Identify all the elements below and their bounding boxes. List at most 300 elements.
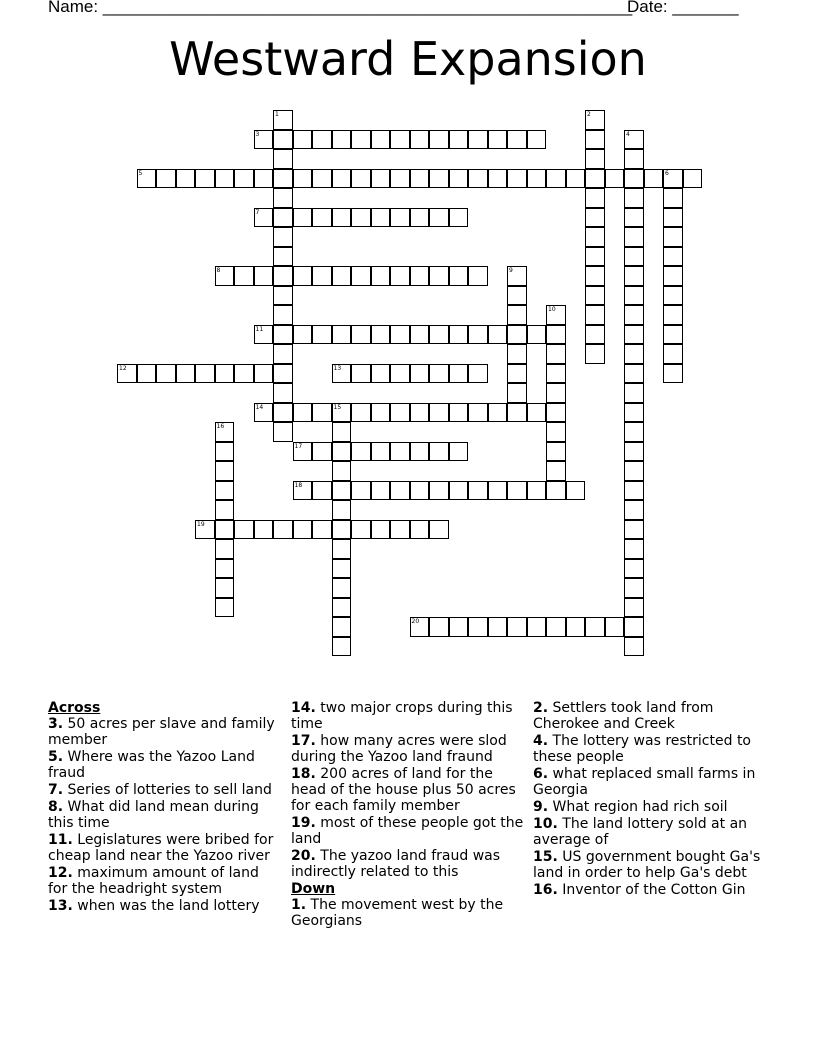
grid-cell[interactable] bbox=[507, 344, 527, 364]
grid-cell[interactable] bbox=[624, 305, 644, 325]
grid-cell[interactable] bbox=[293, 520, 313, 540]
grid-cell[interactable] bbox=[663, 208, 683, 228]
grid-cell[interactable] bbox=[273, 344, 293, 364]
clue-number: 6 bbox=[665, 169, 669, 177]
grid-cell[interactable] bbox=[254, 130, 274, 150]
clue-item-text: 50 acres per slave and family member bbox=[48, 716, 275, 748]
grid-cell[interactable] bbox=[410, 266, 430, 286]
grid-cell[interactable] bbox=[234, 169, 254, 189]
grid-cell[interactable] bbox=[332, 637, 352, 657]
grid-cell[interactable] bbox=[410, 617, 430, 637]
grid-cell[interactable] bbox=[371, 481, 391, 501]
grid-cell[interactable] bbox=[332, 325, 352, 345]
grid-cell[interactable] bbox=[215, 442, 235, 462]
grid-cell[interactable] bbox=[137, 169, 157, 189]
header bbox=[48, 0, 768, 17]
grid-cell[interactable] bbox=[468, 169, 488, 189]
grid-cell[interactable] bbox=[293, 266, 313, 286]
grid-cell[interactable] bbox=[390, 169, 410, 189]
grid-cell[interactable] bbox=[429, 481, 449, 501]
grid-cell[interactable] bbox=[624, 500, 644, 520]
grid-cell[interactable] bbox=[312, 325, 332, 345]
grid-cell[interactable] bbox=[546, 305, 566, 325]
grid-cell[interactable] bbox=[585, 149, 605, 169]
grid-cell[interactable] bbox=[663, 266, 683, 286]
grid-cell[interactable] bbox=[624, 403, 644, 423]
grid-cell[interactable] bbox=[624, 286, 644, 306]
clue-number: 18 bbox=[294, 481, 303, 489]
grid-cell[interactable] bbox=[312, 442, 332, 462]
grid-cell[interactable] bbox=[371, 325, 391, 345]
grid-cell[interactable] bbox=[215, 520, 235, 540]
grid-cell[interactable] bbox=[488, 481, 508, 501]
grid-cell[interactable] bbox=[566, 169, 586, 189]
grid-cell[interactable] bbox=[429, 403, 449, 423]
grid-cell[interactable] bbox=[585, 286, 605, 306]
grid-cell[interactable] bbox=[293, 208, 313, 228]
clue-number: 4 bbox=[626, 130, 630, 138]
grid-cell[interactable] bbox=[332, 520, 352, 540]
grid-cell[interactable] bbox=[624, 617, 644, 637]
grid-cell[interactable] bbox=[351, 442, 371, 462]
grid-cell[interactable] bbox=[410, 520, 430, 540]
grid-cell[interactable] bbox=[195, 520, 215, 540]
grid-cell[interactable] bbox=[546, 403, 566, 423]
grid-cell[interactable] bbox=[488, 130, 508, 150]
grid-cell[interactable] bbox=[546, 481, 566, 501]
clue-number: 14 bbox=[255, 403, 264, 411]
grid-cell[interactable] bbox=[234, 520, 254, 540]
grid-cell[interactable] bbox=[663, 169, 683, 189]
grid-cell[interactable] bbox=[488, 617, 508, 637]
grid-cell[interactable] bbox=[215, 461, 235, 481]
clue-number: 7 bbox=[255, 208, 260, 216]
grid-cell[interactable] bbox=[410, 364, 430, 384]
grid-cell[interactable] bbox=[449, 169, 469, 189]
grid-cell[interactable] bbox=[254, 520, 274, 540]
grid-cell[interactable] bbox=[546, 325, 566, 345]
grid-cell[interactable] bbox=[332, 578, 352, 598]
grid-cell[interactable] bbox=[663, 325, 683, 345]
grid-cell[interactable] bbox=[624, 598, 644, 618]
grid-cell[interactable] bbox=[468, 130, 488, 150]
grid-cell[interactable] bbox=[390, 442, 410, 462]
grid-cell[interactable] bbox=[410, 442, 430, 462]
grid-cell[interactable] bbox=[312, 208, 332, 228]
grid-cell[interactable] bbox=[351, 208, 371, 228]
grid-cell[interactable] bbox=[644, 169, 664, 189]
grid-cell[interactable] bbox=[215, 578, 235, 598]
grid-cell[interactable] bbox=[410, 403, 430, 423]
grid-cell[interactable] bbox=[273, 286, 293, 306]
grid-cell[interactable] bbox=[585, 208, 605, 228]
grid-cell[interactable] bbox=[527, 169, 547, 189]
grid-cell[interactable] bbox=[585, 130, 605, 150]
grid-cell[interactable] bbox=[351, 520, 371, 540]
grid-cell[interactable] bbox=[273, 149, 293, 169]
clue-item-text: What did land mean during this time bbox=[48, 799, 259, 831]
grid-cell[interactable] bbox=[254, 364, 274, 384]
grid-cell[interactable] bbox=[371, 266, 391, 286]
grid-cell[interactable] bbox=[332, 617, 352, 637]
grid-cell[interactable] bbox=[468, 364, 488, 384]
clue-item-text: The land lottery sold at an average of bbox=[533, 816, 748, 848]
grid-cell[interactable] bbox=[449, 442, 469, 462]
clue-item-text: Legislatures were bribed for cheap land near the Yazoo river bbox=[48, 832, 274, 864]
grid-cell[interactable] bbox=[215, 422, 235, 442]
grid-cell[interactable] bbox=[390, 325, 410, 345]
grid-cell[interactable] bbox=[449, 403, 469, 423]
grid-cell[interactable] bbox=[585, 266, 605, 286]
clue-item bbox=[533, 700, 769, 732]
grid-cell[interactable] bbox=[332, 403, 352, 423]
grid-cell[interactable] bbox=[234, 266, 254, 286]
grid-cell[interactable] bbox=[351, 364, 371, 384]
grid-cell[interactable] bbox=[507, 403, 527, 423]
across-heading: Across bbox=[48, 700, 101, 716]
grid-cell[interactable] bbox=[624, 325, 644, 345]
grid-cell[interactable] bbox=[176, 169, 196, 189]
grid-cell[interactable] bbox=[273, 247, 293, 267]
grid-cell[interactable] bbox=[273, 266, 293, 286]
grid-cell[interactable] bbox=[390, 403, 410, 423]
grid-cell[interactable] bbox=[429, 325, 449, 345]
clue-number: 19 bbox=[197, 520, 205, 528]
grid-cell[interactable] bbox=[527, 130, 547, 150]
grid-cell[interactable] bbox=[332, 130, 352, 150]
clue-item-text: most of these people got the land bbox=[291, 815, 524, 847]
grid-cell[interactable] bbox=[449, 325, 469, 345]
clue-item-number: 15. bbox=[533, 849, 558, 865]
grid-cell[interactable] bbox=[293, 442, 313, 462]
grid-cell[interactable] bbox=[332, 208, 352, 228]
grid-cell[interactable] bbox=[137, 364, 157, 384]
grid-cell[interactable] bbox=[546, 383, 566, 403]
grid-cell[interactable] bbox=[312, 130, 332, 150]
grid-cell[interactable] bbox=[624, 266, 644, 286]
grid-cell[interactable] bbox=[176, 364, 196, 384]
grid-cell[interactable] bbox=[156, 169, 176, 189]
across-clue-list bbox=[48, 716, 276, 914]
clue-item-text: Series of lotteries to sell land bbox=[67, 782, 272, 798]
clue-item bbox=[48, 865, 276, 897]
clue-item-text: The lottery was restricted to these people bbox=[533, 733, 751, 765]
grid-cell[interactable] bbox=[468, 617, 488, 637]
grid-cell[interactable] bbox=[585, 188, 605, 208]
grid-cell[interactable] bbox=[273, 188, 293, 208]
grid-cell[interactable] bbox=[429, 130, 449, 150]
grid-cell[interactable] bbox=[332, 422, 352, 442]
grid-cell[interactable] bbox=[449, 481, 469, 501]
grid-cell[interactable] bbox=[546, 169, 566, 189]
grid-cell[interactable] bbox=[566, 617, 586, 637]
page-title: Westward Expansion bbox=[169, 32, 647, 86]
clue-item bbox=[291, 897, 529, 929]
grid-cell[interactable] bbox=[293, 130, 313, 150]
grid-cell[interactable] bbox=[624, 344, 644, 364]
grid-cell[interactable] bbox=[605, 169, 625, 189]
grid-cell[interactable] bbox=[410, 130, 430, 150]
grid-cell[interactable] bbox=[624, 364, 644, 384]
date-label: Date: _______ bbox=[627, 0, 739, 16]
grid-cell[interactable] bbox=[507, 383, 527, 403]
grid-cell[interactable] bbox=[273, 364, 293, 384]
grid-cell[interactable] bbox=[390, 481, 410, 501]
grid-cell[interactable] bbox=[507, 325, 527, 345]
clue-item-number: 9. bbox=[533, 799, 549, 815]
clue-item-number: 16. bbox=[533, 882, 558, 898]
grid-cell[interactable] bbox=[293, 169, 313, 189]
grid-cell[interactable] bbox=[449, 130, 469, 150]
grid-cell[interactable] bbox=[332, 266, 352, 286]
grid-cell[interactable] bbox=[351, 325, 371, 345]
clue-number: 3 bbox=[255, 130, 260, 138]
grid-cell[interactable] bbox=[663, 344, 683, 364]
grid-cell[interactable] bbox=[566, 481, 586, 501]
grid-cell[interactable] bbox=[254, 403, 274, 423]
grid-cell[interactable] bbox=[449, 208, 469, 228]
clue-number: 9 bbox=[509, 267, 513, 274]
grid-cell[interactable] bbox=[273, 403, 293, 423]
grid-cell[interactable] bbox=[585, 344, 605, 364]
grid-cell[interactable] bbox=[410, 208, 430, 228]
grid-cell[interactable] bbox=[527, 617, 547, 637]
grid-cell[interactable] bbox=[332, 598, 352, 618]
grid-cell[interactable] bbox=[390, 520, 410, 540]
grid-cell[interactable] bbox=[624, 539, 644, 559]
grid-cell[interactable] bbox=[215, 559, 235, 579]
clue-item bbox=[291, 766, 529, 814]
grid-cell[interactable] bbox=[254, 208, 274, 228]
clue-item-number: 8. bbox=[48, 799, 64, 815]
grid-cell[interactable] bbox=[429, 520, 449, 540]
grid-cell[interactable] bbox=[663, 188, 683, 208]
grid-cell[interactable] bbox=[585, 247, 605, 267]
grid-cell[interactable] bbox=[663, 305, 683, 325]
grid-cell[interactable] bbox=[273, 169, 293, 189]
grid-cell[interactable] bbox=[585, 617, 605, 637]
grid-cell[interactable] bbox=[215, 539, 235, 559]
grid-cell[interactable] bbox=[546, 461, 566, 481]
grid-cell[interactable] bbox=[585, 325, 605, 345]
grid-cell[interactable] bbox=[507, 286, 527, 306]
grid-cell[interactable] bbox=[507, 481, 527, 501]
grid-cell[interactable] bbox=[215, 500, 235, 520]
grid-cell[interactable] bbox=[390, 364, 410, 384]
grid-cell[interactable] bbox=[371, 403, 391, 423]
clue-item-number: 11. bbox=[48, 832, 73, 848]
grid-cell[interactable] bbox=[312, 169, 332, 189]
grid-cell[interactable] bbox=[683, 169, 703, 189]
grid-cell[interactable] bbox=[624, 208, 644, 228]
grid-cell[interactable] bbox=[273, 208, 293, 228]
grid-cell[interactable] bbox=[332, 559, 352, 579]
grid-cell[interactable] bbox=[293, 325, 313, 345]
grid-cell[interactable] bbox=[429, 266, 449, 286]
grid-cell[interactable] bbox=[332, 461, 352, 481]
grid-cell[interactable] bbox=[585, 305, 605, 325]
grid-cell[interactable] bbox=[546, 442, 566, 462]
clue-item-text: Settlers took land from Cherokee and Creek bbox=[533, 700, 714, 732]
grid-cell[interactable] bbox=[332, 169, 352, 189]
grid-cell[interactable] bbox=[351, 481, 371, 501]
grid-cell[interactable] bbox=[410, 169, 430, 189]
grid-cell[interactable] bbox=[624, 481, 644, 501]
grid-cell[interactable] bbox=[195, 364, 215, 384]
across-clue-list-continued bbox=[291, 700, 529, 880]
grid-cell[interactable] bbox=[332, 442, 352, 462]
grid-cell[interactable] bbox=[312, 403, 332, 423]
grid-cell[interactable] bbox=[429, 617, 449, 637]
grid-cell[interactable] bbox=[663, 364, 683, 384]
grid-cell[interactable] bbox=[215, 364, 235, 384]
grid-cell[interactable] bbox=[293, 403, 313, 423]
grid-cell[interactable] bbox=[449, 617, 469, 637]
grid-cell[interactable] bbox=[624, 578, 644, 598]
grid-cell[interactable] bbox=[351, 130, 371, 150]
grid-cell[interactable] bbox=[546, 617, 566, 637]
grid-cell[interactable] bbox=[488, 169, 508, 189]
clue-number: 1 bbox=[275, 111, 279, 118]
grid-cell[interactable] bbox=[546, 364, 566, 384]
grid-cell[interactable] bbox=[663, 227, 683, 247]
grid-cell[interactable] bbox=[546, 422, 566, 442]
grid-cell[interactable] bbox=[488, 325, 508, 345]
grid-cell[interactable] bbox=[410, 325, 430, 345]
grid-cell[interactable] bbox=[390, 208, 410, 228]
grid-cell[interactable] bbox=[254, 169, 274, 189]
clue-item bbox=[533, 816, 769, 848]
grid-cell[interactable] bbox=[624, 422, 644, 442]
grid-cell[interactable] bbox=[254, 325, 274, 345]
grid-cell[interactable] bbox=[312, 266, 332, 286]
grid-cell[interactable] bbox=[585, 169, 605, 189]
clue-number: 16 bbox=[216, 423, 225, 430]
grid-cell[interactable] bbox=[624, 461, 644, 481]
grid-cell[interactable] bbox=[234, 364, 254, 384]
grid-cell[interactable] bbox=[624, 383, 644, 403]
grid-cell[interactable] bbox=[273, 422, 293, 442]
grid-cell[interactable] bbox=[410, 481, 430, 501]
grid-cell[interactable] bbox=[624, 442, 644, 462]
grid-cell[interactable] bbox=[663, 286, 683, 306]
name-label: Name: ________________________________________________________ bbox=[48, 0, 633, 16]
grid-cell[interactable] bbox=[351, 403, 371, 423]
grid-cell[interactable] bbox=[507, 266, 527, 286]
grid-cell[interactable] bbox=[332, 539, 352, 559]
clue-item-number: 19. bbox=[291, 815, 316, 831]
grid-cell[interactable] bbox=[449, 364, 469, 384]
grid-cell[interactable] bbox=[312, 481, 332, 501]
grid-cell[interactable] bbox=[273, 383, 293, 403]
grid-cell[interactable] bbox=[527, 403, 547, 423]
clue-item-text: 200 acres of land for the head of the house plus 50 acres for each family member bbox=[291, 766, 516, 814]
grid-cell[interactable] bbox=[527, 481, 547, 501]
grid-cell[interactable] bbox=[312, 520, 332, 540]
grid-cell[interactable] bbox=[273, 227, 293, 247]
grid-cell[interactable] bbox=[429, 442, 449, 462]
clue-item bbox=[48, 749, 276, 781]
grid-cell[interactable] bbox=[507, 305, 527, 325]
grid-cell[interactable] bbox=[624, 227, 644, 247]
grid-cell[interactable] bbox=[429, 169, 449, 189]
grid-cell[interactable] bbox=[273, 130, 293, 150]
grid-cell[interactable] bbox=[254, 266, 274, 286]
grid-cell[interactable] bbox=[371, 364, 391, 384]
grid-cell[interactable] bbox=[332, 364, 352, 384]
clue-item-number: 3. bbox=[48, 716, 64, 732]
grid-cell[interactable] bbox=[273, 305, 293, 325]
grid-cell[interactable] bbox=[585, 110, 605, 130]
grid-cell[interactable] bbox=[429, 364, 449, 384]
grid-cell[interactable] bbox=[624, 247, 644, 267]
grid-cell[interactable] bbox=[624, 169, 644, 189]
grid-cell[interactable] bbox=[507, 169, 527, 189]
grid-cell[interactable] bbox=[546, 344, 566, 364]
grid-cell[interactable] bbox=[468, 266, 488, 286]
grid-cell[interactable] bbox=[215, 169, 235, 189]
clues-column-2 bbox=[291, 700, 529, 930]
grid-cell[interactable] bbox=[390, 266, 410, 286]
clues-column-3 bbox=[533, 700, 769, 899]
grid-cell[interactable] bbox=[663, 247, 683, 267]
grid-cell[interactable] bbox=[624, 520, 644, 540]
grid-cell[interactable] bbox=[624, 559, 644, 579]
grid-cell[interactable] bbox=[293, 481, 313, 501]
grid-cell[interactable] bbox=[215, 266, 235, 286]
grid-cell[interactable] bbox=[624, 149, 644, 169]
clue-item-number: 5. bbox=[48, 749, 64, 765]
grid-cell[interactable] bbox=[527, 325, 547, 345]
grid-cell[interactable] bbox=[117, 364, 137, 384]
grid-cell[interactable] bbox=[488, 403, 508, 423]
grid-cell[interactable] bbox=[332, 481, 352, 501]
grid-cell[interactable] bbox=[371, 520, 391, 540]
grid-cell[interactable] bbox=[507, 364, 527, 384]
grid-cell[interactable] bbox=[351, 266, 371, 286]
grid-cell[interactable] bbox=[449, 266, 469, 286]
grid-cell[interactable] bbox=[585, 227, 605, 247]
grid-cell[interactable] bbox=[273, 325, 293, 345]
clue-item bbox=[291, 733, 529, 765]
clue-number: 15 bbox=[333, 403, 342, 411]
grid-cell[interactable] bbox=[351, 169, 371, 189]
grid-cell[interactable] bbox=[273, 520, 293, 540]
grid-cell[interactable] bbox=[468, 481, 488, 501]
grid-cell[interactable] bbox=[624, 188, 644, 208]
grid-cell[interactable] bbox=[507, 617, 527, 637]
grid-cell[interactable] bbox=[624, 130, 644, 150]
grid-cell[interactable] bbox=[156, 364, 176, 384]
grid-cell[interactable] bbox=[468, 325, 488, 345]
grid-cell[interactable] bbox=[215, 598, 235, 618]
grid-cell[interactable] bbox=[273, 110, 293, 130]
grid-cell[interactable] bbox=[605, 617, 625, 637]
grid-cell[interactable] bbox=[215, 481, 235, 501]
clue-item-number: 17. bbox=[291, 733, 316, 749]
grid-cell[interactable] bbox=[195, 169, 215, 189]
grid-cell[interactable] bbox=[371, 442, 391, 462]
grid-cell[interactable] bbox=[371, 130, 391, 150]
grid-cell[interactable] bbox=[429, 208, 449, 228]
grid-cell[interactable] bbox=[332, 500, 352, 520]
grid-cell[interactable] bbox=[507, 130, 527, 150]
grid-cell[interactable] bbox=[468, 403, 488, 423]
grid-cell[interactable] bbox=[371, 208, 391, 228]
grid-cell[interactable] bbox=[371, 169, 391, 189]
grid-cell[interactable] bbox=[390, 130, 410, 150]
grid-cell[interactable] bbox=[624, 637, 644, 657]
